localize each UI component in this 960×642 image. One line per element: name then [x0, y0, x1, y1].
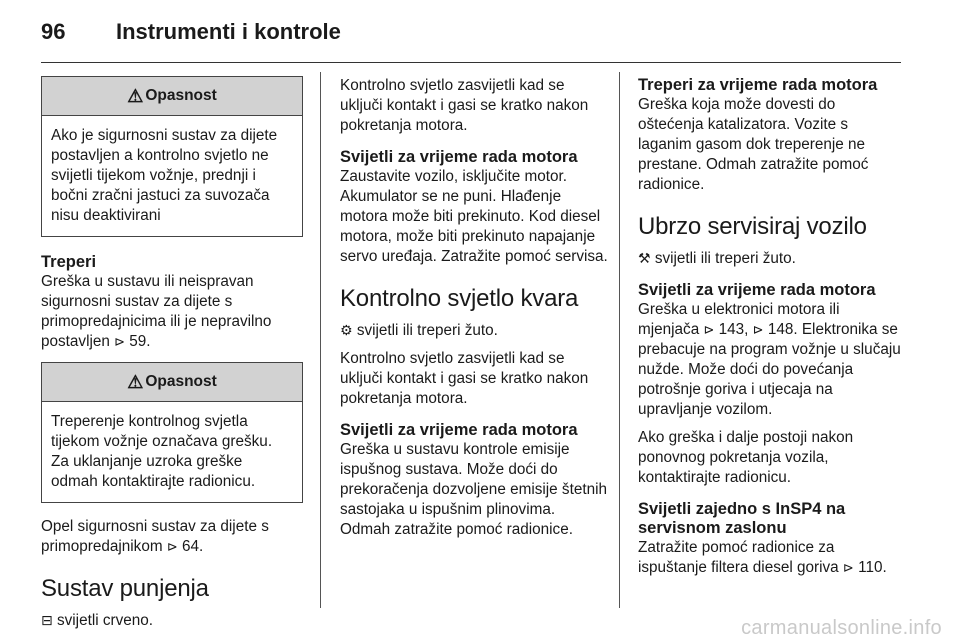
section-title: Kontrolno svjetlo kvara [340, 285, 579, 312]
paragraph: ⚙ svijetli ili treperi žuto. [340, 322, 498, 339]
section-heading: Svijetli zajedno s InSP4 na servisnom zaslonu [638, 500, 846, 537]
page-ref-icon: ⊳ [703, 322, 715, 337]
column-3 [638, 76, 903, 578]
page-title: Instrumenti i kontrole [116, 19, 341, 44]
paragraph: Kontrolno svjetlo zasvijetli kad se uključi kontakt i gasi se kratko nakon pokretanja motora. [340, 77, 589, 134]
paragraph: Kontrolno svjetlo zasvijetli kad se uključi kontakt i gasi se kratko nakon pokretanja motora. [340, 350, 589, 407]
page-ref-icon: ⊳ [114, 334, 126, 349]
paragraph: ⚒ svijetli ili treperi žuto. [638, 250, 796, 267]
paragraph: Greška u elektronici motora ili mjenjača ⊳ 143, ⊳ 148. Elektronika se prebacuje na program vožnje u slučaju nužde. Može doći do povećanja potrošnje goriva i utjecaja na upravljanje vozilom. [638, 301, 901, 418]
column-divider [619, 72, 620, 608]
paragraph: Zaustavite vozilo, isključite motor. Akumulator se ne puni. Hlađenje motora može biti prekinuto. Kod diesel motora, može biti prekinuto napajanje servo uređaja. Zatražite pomoć servisa. [340, 168, 608, 265]
section-heading: Treperi za vrijeme rada motora [638, 76, 878, 94]
paragraph: Greška u sustavu kontrole emisije ispušnog sustava. Može doći do prekoračenja dozvoljene emisije štetnih sastojaka u ispušnim plinovima. Odmah zatražite pomoć radionice. [340, 441, 607, 538]
paragraph: Ako greška i dalje postoji nakon ponovnog pokretanja vozila, kontaktirajte radionicu. [638, 429, 854, 486]
warning-header [42, 363, 302, 402]
page-ref-icon: ⊳ [842, 560, 854, 575]
warning-header [42, 77, 302, 116]
section-heading: Svijetli za vrijeme rada motora [340, 421, 578, 439]
section-heading: Svijetli za vrijeme rada motora [638, 281, 876, 299]
warning-label: Opasnost [145, 87, 217, 104]
paragraph: ⊟ svijetli crveno. [41, 612, 154, 629]
page-ref-icon: ⊳ [752, 322, 764, 337]
paragraph: Greška u sustavu ili neispravan sigurnosni sustav za dijete s primopredajnicima ili je nepravilno postavljen ⊳ 59. [41, 273, 272, 350]
paragraph: Zatražite pomoć radionice za ispuštanje filtera diesel goriva ⊳ 110. [638, 539, 887, 576]
section-title: Sustav punjenja [41, 575, 209, 602]
section-heading: Svijetli za vrijeme rada motora [340, 148, 578, 166]
paragraph: Opel sigurnosni sustav za dijete s primopredajnikom ⊳ 64. [41, 518, 269, 555]
page-number: 96 [41, 19, 66, 44]
column-2 [340, 76, 608, 540]
column-1 [41, 76, 303, 631]
section-heading: Treperi [41, 253, 97, 271]
warning-box [41, 362, 303, 503]
warning-text: Treperenje kontrolnog svjetla tijekom vožnje označava grešku. Za uklanjanje uzroka greške odmah kontaktirajte radionicu. [51, 413, 273, 490]
column-divider [320, 72, 321, 608]
page-ref-icon: ⊳ [166, 539, 178, 554]
warning-label: Opasnost [145, 373, 217, 390]
wrench-icon: ⚒ [638, 251, 651, 267]
warning-icon: ⚠ [127, 86, 144, 106]
section-title: Ubrzo servisiraj vozilo [638, 213, 867, 240]
engine-icon: ⚙ [340, 323, 353, 339]
header-divider [41, 62, 901, 63]
warning-text: Ako je sigurnosni sustav za dijete postavljen a kontrolno svjetlo ne svijetli tijekom vožnje, prednji i bočni zračni jastuci za suvozača nisu deaktivirani [51, 127, 278, 224]
paragraph: Greška koja može dovesti do oštećenja katalizatora. Vozite s laganim gasom dok treperenje ne prestane. Odmah zatražite pomoć radionice. [638, 96, 869, 193]
warning-icon: ⚠ [127, 372, 144, 392]
battery-icon: ⊟ [41, 613, 53, 629]
watermark: carmanualsonline.info [741, 617, 942, 639]
page-header [41, 19, 901, 49]
warning-box [41, 76, 303, 237]
